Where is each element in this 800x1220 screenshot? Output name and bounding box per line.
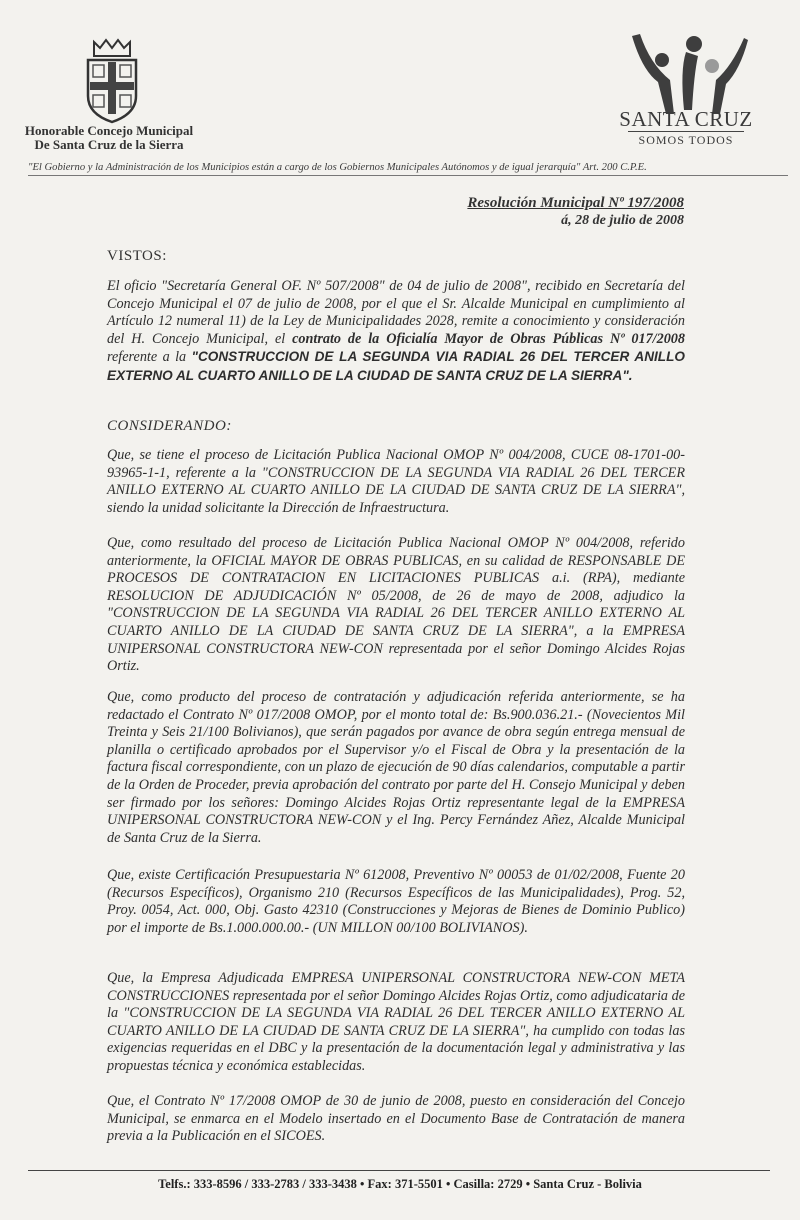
considerando-paragraph-4: Que, existe Certificación Presupuestaria Nº 612008, Preventivo Nº 00053 de 01/02/2008, Fuente 20 (Recursos Específicos), Organismo 210 (Recursos Específicos de las Municipalidades), Prog. 52, Proy. 0054, Act. 000, Obj. Gasto 42310 (Construcciones y Mejoras de Bienes de Dominio Publico) por el importe de Bs.1.000.000.00.- (UN MILLON 00/100 BOLIVIANOS).	[107, 867, 685, 936]
santa-cruz-logo-text	[604, 108, 768, 147]
vistos-text-b: referente a la	[107, 349, 192, 366]
considerando-paragraph-6: Que, el Contrato Nº 17/2008 OMOP de 30 de junio de 2008, puesto en consideración del Concejo Municipal, se enmarca en el Modelo insertado en el Documento Base de Contratación de manera previa a la Publicación en el SICOES.	[107, 1093, 685, 1145]
vistos-heading: VISTOS:	[107, 248, 167, 264]
considerando-paragraph-2: Que, como resultado del proceso de Licitación Publica Nacional OMOP Nº 004/2008, referido anteriormente, la OFICIAL MAYOR DE OBRAS PUBLICAS, en su calidad de RESPONSABLE DE PROCESOS DE CONTRATACION EN LICITACIONES PUBLICAS a.i. (RPA), mediante RESOLUCION DE ADJUDICACIÓN Nº 05/2008, de 26 de mayo de 2008, adjudico la "CONSTRUCCION DE LA SEGUNDA VIA RADIAL 26 DEL TERCER ANILLO EXTERNO AL CUARTO ANILLO DE LA CIUDAD DE SANTA CRUZ DE LA SIERRA", a la EMPRESA UNIPERSONAL CONSTRUCTORA NEW-CON representada por el señor Domingo Alcides Rojas Ortiz.	[107, 535, 685, 675]
resolution-date: á, 28 de julio de 2008	[561, 213, 684, 228]
considerando-paragraph-5: Que, la Empresa Adjudicada EMPRESA UNIPERSONAL CONSTRUCTORA NEW-CON META CONSTRUCCIONES representada por el señor Domingo Alcides Rojas Ortiz, como adjudicataria de la "CONSTRUCCION DE LA SEGUNDA VIA RADIAL 26 DEL TERCER ANILLO EXTERNO AL CUARTO ANILLO DE LA CIUDAD DE SANTA CRUZ DE LA SIERRA", ha cumplido con todas las exigencias requeridas en el DBC y la presentación de la documentación legal y administrativa y las propuestas técnica y económica establecidas.	[107, 970, 685, 1074]
vistos-project-name: "CONSTRUCCION DE LA SEGUNDA VIA RADIAL 26 DEL TERCER ANILLO EXTERNO AL CUARTO ANILLO DE LA CIUDAD DE SANTA CRUZ DE LA SIERRA".	[107, 349, 685, 383]
logo-brand: SANTA CRUZ	[619, 107, 753, 131]
council-line-1: Honorable Concejo Municipal	[24, 123, 194, 138]
logo-slogan: SOMOS TODOS	[628, 131, 744, 147]
council-name	[14, 124, 204, 152]
resolution-title: Resolución Municipal Nº 197/2008	[467, 195, 684, 211]
constitution-quote: "El Gobierno y la Administración de los Municipios están a cargo de los Gobiernos Municipales Autónomos y de igual jerarquía" Art. 200 C.P.E.	[28, 162, 788, 176]
vistos-contract-ref: contrato de la Oficialía Mayor de Obras Públicas Nº 017/2008	[292, 330, 685, 347]
considerando-paragraph-3: Que, como producto del proceso de contratación y adjudicación referida anteriormente, se ha redactado el Contrato Nº 017/2008 OMOP, por el monto total de: Bs.900.036.21.- (Novecientos Mil Treinta y Seis 21/100 Bolivianos), que serán pagados por avance de obra según entrega mensual de planilla o certificado aprobados por el Supervisor y/o el Fiscal de Obra y la presentación de la factura fiscal correspondiente, con un plazo de ejecución de 90 días calendarios, computable a partir de la Orden de Proceder, previa aprobación del contrato por parte del H. Consejo Municipal y deben ser firmado por los señores: Domingo Alcides Rojas Ortiz representante legal de la EMPRESA UNIPERSONAL CONSTRUCTORA NEW-CON y el Ing. Percy Fernández Añez, Alcalde Municipal de Santa Cruz de la Sierra.	[107, 689, 685, 846]
footer-contact: Telfs.: 333-8596 / 333-2783 / 333-3438 • Fax: 371-5501 • Casilla: 2729 • Santa Cruz - Bolivia	[158, 1177, 642, 1191]
vistos-text-a: El oficio "Secretaría General OF. Nº 507/2008" de 04 de julio de 2008", recibido en Secretaría del Concejo Municipal el 07 de julio de 2008, por el que el Sr. Alcalde Municipal en cumplimiento al Artículo 12 numeral 11) de la Ley de Municipalidades 2028, remite a conocimiento y consideración del H. Concejo Municipal, el	[107, 278, 685, 347]
council-line-2: De Santa Cruz de la Sierra	[34, 137, 184, 152]
footer-divider	[28, 1170, 770, 1171]
considerando-paragraph-1: Que, se tiene el proceso de Licitación Publica Nacional OMOP Nº 004/2008, CUCE 08-1701-00-93965-1-1, referente a la "CONSTRUCCION DE LA SEGUNDA VIA RADIAL 26 DEL TERCER ANILLO EXTERNO AL CUARTO ANILLO DE LA CIUDAD DE SANTA CRUZ DE LA SIERRA", siendo la unidad solicitante la Dirección de Infraestructura.	[107, 447, 685, 516]
municipal-coat-of-arms-icon	[80, 38, 144, 124]
considerando-heading: CONSIDERANDO:	[107, 418, 232, 434]
santa-cruz-logo-icon	[628, 30, 748, 116]
vistos-paragraph	[107, 278, 685, 386]
